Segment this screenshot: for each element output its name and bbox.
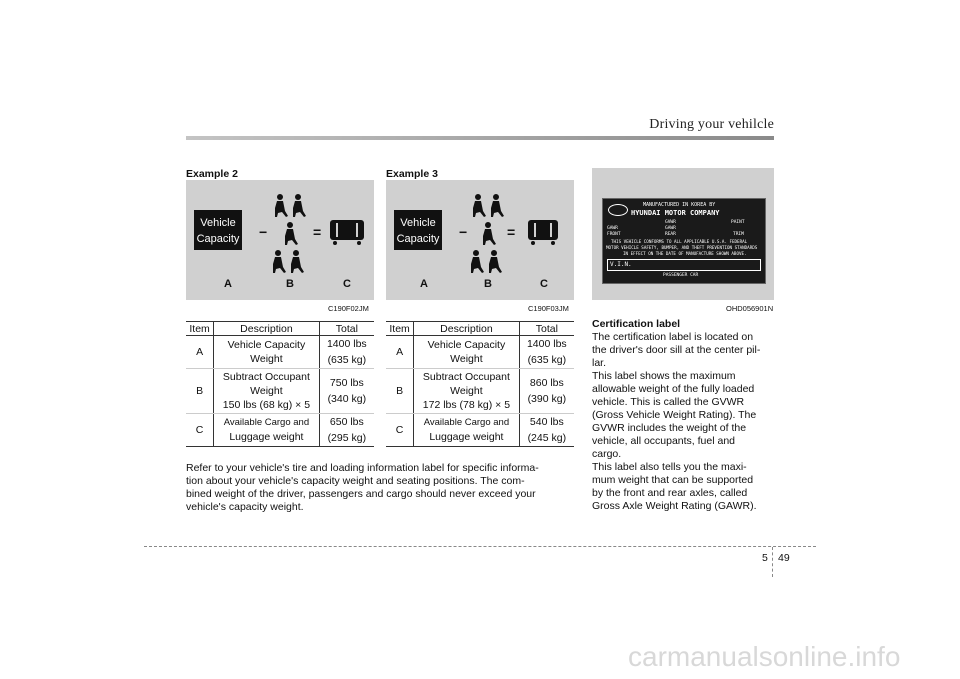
- paragraph-line: allowable weight of the fully loaded: [592, 383, 755, 395]
- example2-table: [186, 321, 374, 447]
- paragraph-line: vehicle. This is called the GVWR: [592, 396, 745, 408]
- paragraph-line: GVWR includes the weight of the: [592, 422, 747, 434]
- row-description: [414, 336, 519, 369]
- row-item: C: [186, 414, 214, 447]
- paragraph-line: cargo.: [592, 448, 622, 460]
- watermark: carmanualsonline.info: [628, 641, 901, 672]
- row-total-lbs: 540 lbs: [529, 416, 564, 428]
- example3-figure-code: C190F03JM: [528, 304, 569, 313]
- row-total-lbs: 1400 lbs: [326, 338, 367, 350]
- vin-label: V.I.N.: [610, 261, 632, 268]
- minus-sign: −: [259, 224, 268, 240]
- row-desc-line: Weight: [250, 385, 283, 397]
- paragraph-line: tion about your vehicle's capacity weight and seating positions. The com-: [186, 475, 525, 487]
- label-c: C: [343, 278, 351, 290]
- plate-line: PAINT: [731, 220, 745, 225]
- row-desc-line: Luggage weight: [429, 431, 504, 443]
- header-rule: [186, 136, 774, 140]
- capacity-paragraph: [186, 462, 576, 514]
- equals-sign: =: [507, 224, 516, 240]
- example2-figure: [186, 180, 374, 300]
- row-total: [319, 414, 374, 447]
- plate-line: TRIM: [733, 232, 744, 237]
- row-total: [319, 336, 374, 369]
- row-total-kg: (635 kg): [327, 354, 367, 366]
- row-total: [319, 369, 374, 414]
- row-description: [414, 414, 519, 447]
- row-item: B: [386, 369, 414, 414]
- header-total: Total: [519, 322, 574, 336]
- table-row: [186, 336, 374, 369]
- paragraph-line: Refer to your vehicle's tire and loading information label for specific informa-: [186, 462, 539, 474]
- row-desc-line: 172 lbs (78 kg) × 5: [422, 399, 511, 411]
- row-total-lbs: 650 lbs: [329, 416, 364, 428]
- plate-line: FRONT: [607, 232, 621, 237]
- paragraph-line: by the front and rear axles, called: [592, 487, 748, 499]
- paragraph-line: lar.: [592, 357, 607, 369]
- hyundai-logo-icon: [608, 204, 628, 216]
- certification-paragraph: [592, 331, 776, 513]
- row-desc-line: Luggage weight: [229, 431, 304, 443]
- plate-line: MANUFACTURED IN KOREA BY: [643, 202, 716, 208]
- plate-line: HYUNDAI MOTOR COMPANY: [631, 209, 720, 217]
- footer-rule: [144, 546, 816, 547]
- header-total: Total: [319, 322, 374, 336]
- paragraph-line: mum weight that can be supported: [592, 474, 754, 486]
- row-description: [214, 336, 319, 369]
- paragraph-line: the driver's door sill at the center pil-: [592, 344, 761, 356]
- paragraph-line: The certification label is located on: [592, 331, 754, 343]
- row-desc-line: Weight: [250, 353, 283, 365]
- row-total-kg: (340 kg): [327, 393, 367, 405]
- table-header-row: [386, 322, 574, 336]
- row-total: [519, 369, 574, 414]
- row-total-lbs: 860 lbs: [529, 377, 564, 389]
- plate-line: THIS VEHICLE CONFORMS TO ALL APPLICABLE U.S.A. FEDERAL: [611, 239, 748, 244]
- example3-figure: [386, 180, 574, 300]
- row-total-lbs: 1400 lbs: [526, 338, 567, 350]
- table-row: [186, 369, 374, 414]
- table-header-row: [186, 322, 374, 336]
- plate-line: IN EFFECT ON THE DATE OF MANUFACTURE SHOWN ABOVE.: [623, 251, 747, 256]
- row-item: B: [186, 369, 214, 414]
- row-item: A: [386, 336, 414, 369]
- row-desc-line: Available Cargo and: [423, 417, 510, 428]
- row-desc-line: Available Cargo and: [223, 417, 310, 428]
- row-total-kg: (635 kg): [527, 354, 567, 366]
- row-description: [214, 369, 319, 414]
- plate-line: GVWR: [665, 220, 676, 225]
- occupant-seats-icon: [268, 188, 328, 278]
- vehicle-capacity-label-2: Capacity: [396, 233, 440, 245]
- paragraph-line: (Gross Vehicle Weight Rating). The: [592, 409, 757, 421]
- vehicle-capacity-box: [194, 210, 242, 250]
- row-item: C: [386, 414, 414, 447]
- row-total-lbs: 750 lbs: [329, 377, 364, 389]
- table-row: [386, 414, 574, 447]
- header-description: Description: [214, 322, 319, 336]
- label-c: C: [540, 278, 548, 290]
- row-description: [214, 414, 319, 447]
- row-desc-line: Vehicle Capacity: [227, 339, 306, 351]
- paragraph-line: vehicle's capacity weight.: [186, 501, 304, 513]
- paragraph-line: bined weight of the driver, passengers and cargo should never exceed your: [186, 488, 536, 500]
- label-a: A: [420, 278, 428, 290]
- header-item: Item: [186, 322, 214, 336]
- table-row: [386, 369, 574, 414]
- vehicle-capacity-box: [394, 210, 442, 250]
- vehicle-capacity-label-1: Vehicle: [200, 217, 236, 229]
- footer-divider: [772, 547, 773, 577]
- plate-line: REAR: [665, 232, 676, 237]
- row-desc-line: Weight: [450, 353, 483, 365]
- label-b: B: [286, 278, 294, 290]
- certification-label-figure: [592, 168, 774, 300]
- example2-title: Example 2: [186, 168, 238, 180]
- minus-sign: −: [459, 224, 468, 240]
- row-description: [414, 369, 519, 414]
- vehicle-capacity-label-1: Vehicle: [400, 217, 436, 229]
- example2-figure-code: C190F02JM: [328, 304, 369, 313]
- paragraph-line: Gross Axle Weight Rating (GAWR).: [592, 500, 757, 512]
- table-row: [386, 336, 574, 369]
- occupant-seats-icon: [466, 188, 526, 278]
- section-number: 5: [762, 552, 768, 564]
- row-total-kg: (390 kg): [527, 393, 567, 405]
- paragraph-line: This label shows the maximum: [592, 370, 736, 382]
- row-desc-line: Vehicle Capacity: [427, 339, 506, 351]
- vehicle-capacity-label-2: Capacity: [196, 233, 240, 245]
- header-description: Description: [414, 322, 519, 336]
- page-header-title: Driving your vehilcle: [649, 117, 774, 132]
- vin-box: [607, 259, 761, 271]
- paragraph-line: This label also tells you the maxi-: [592, 461, 747, 473]
- row-total-kg: (245 kg): [527, 432, 567, 444]
- row-desc-line: 150 lbs (68 kg) × 5: [222, 399, 311, 411]
- row-desc-line: Weight: [450, 385, 483, 397]
- cargo-luggage-icon: [328, 218, 368, 248]
- cargo-luggage-icon: [526, 218, 566, 248]
- page-number: 49: [778, 552, 790, 564]
- plate-line: GAWR: [665, 226, 676, 231]
- row-total: [519, 336, 574, 369]
- equals-sign: =: [313, 224, 322, 240]
- paragraph-line: vehicle, all occupants, fuel and: [592, 435, 736, 447]
- example3-table: [386, 321, 574, 447]
- certification-heading: Certification label: [592, 318, 681, 330]
- label-b: B: [484, 278, 492, 290]
- plate-line: MOTOR VEHICLE SAFETY, BUMPER, AND THEFT PREVENTION STANDARDS: [606, 245, 758, 250]
- row-total-kg: (295 kg): [327, 432, 367, 444]
- plate-line: PASSENGER CAR: [663, 273, 699, 278]
- example3-title: Example 3: [386, 168, 438, 180]
- certification-plate: [602, 198, 766, 284]
- header-item: Item: [386, 322, 414, 336]
- row-item: A: [186, 336, 214, 369]
- row-total: [519, 414, 574, 447]
- plate-line: GAWR: [607, 226, 618, 231]
- certification-figure-code: OHD056901N: [726, 304, 774, 313]
- row-desc-line: Subtract Occupant: [422, 371, 510, 383]
- label-a: A: [224, 278, 232, 290]
- table-row: [186, 414, 374, 447]
- row-desc-line: Subtract Occupant: [222, 371, 310, 383]
